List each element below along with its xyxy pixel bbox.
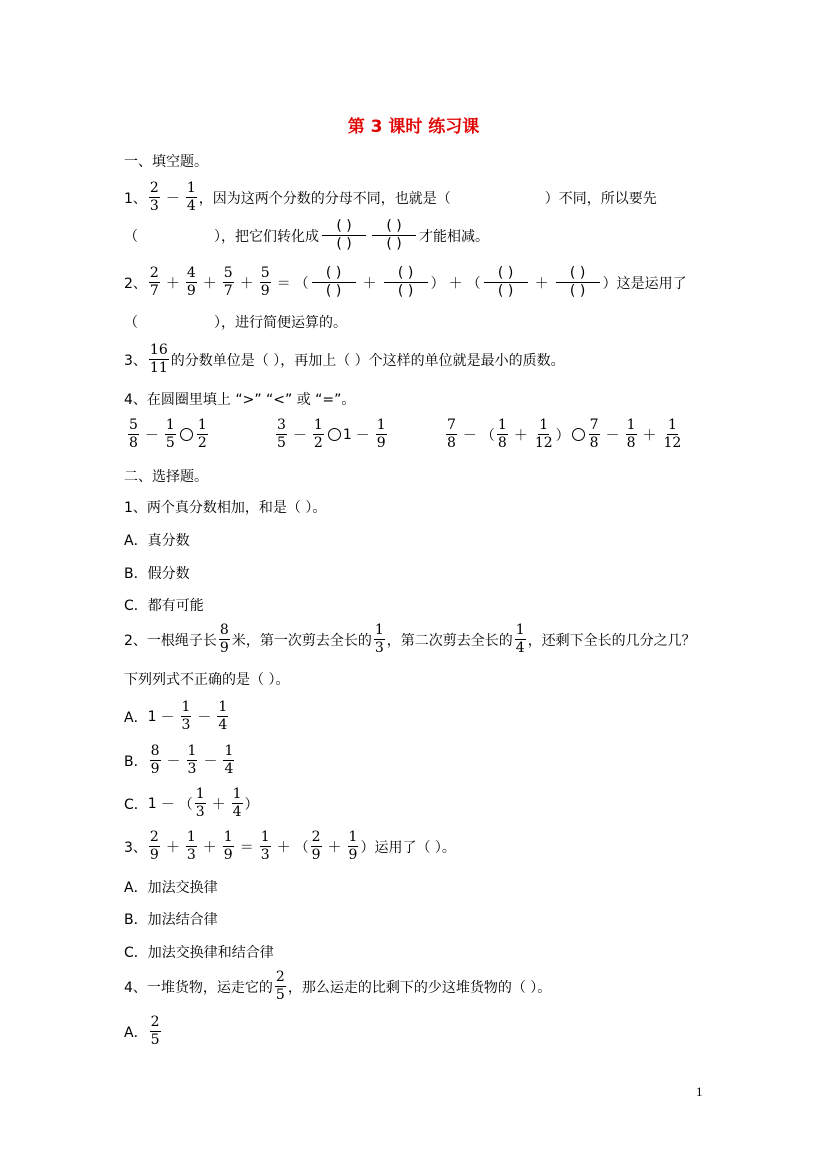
section-2-heading: 二、选择题。 bbox=[124, 469, 208, 485]
q3-text: 的分数单位是（ ），再加上（ ）个这样的单位就是最小的质数。 bbox=[170, 352, 565, 369]
right-paren: ） bbox=[555, 427, 570, 444]
compare-expression-1 bbox=[126, 417, 210, 452]
plus-sign: ＋ bbox=[362, 275, 377, 292]
equals-sign: ＝ bbox=[276, 275, 291, 292]
q2-number: 2、 bbox=[124, 275, 147, 292]
q1-text: ，因为这两个分数的分母不同，也就是（ bbox=[198, 190, 451, 207]
fraction: 7 8 bbox=[447, 417, 456, 451]
number-one: 1 bbox=[147, 708, 157, 725]
plus-sign: ＋ bbox=[448, 275, 463, 292]
fraction: 1 3 bbox=[181, 699, 191, 733]
page-title: 第 3 课时 练习课 bbox=[347, 117, 480, 137]
fraction: 8 9 bbox=[150, 743, 160, 777]
blank-fraction[interactable]: ( ) ( ) bbox=[312, 265, 356, 300]
choice-q3 bbox=[124, 829, 456, 864]
blank-fraction[interactable]: ( ) ( ) bbox=[384, 265, 428, 300]
section-1-heading: 一、填空题。 bbox=[124, 154, 208, 170]
fraction: 1 3 bbox=[187, 743, 197, 777]
choice-q2-line2: 下列列式不正确的是（ ）。 bbox=[124, 672, 290, 688]
plus-sign: ＋ bbox=[642, 427, 657, 444]
right-paren: ） bbox=[244, 796, 259, 813]
q2-text: （ bbox=[124, 315, 138, 331]
plus-sign: ＋ bbox=[165, 839, 180, 856]
choice-q4-option-a[interactable] bbox=[124, 1014, 163, 1049]
fill-q1-line1 bbox=[124, 180, 657, 215]
fraction: 1 3 bbox=[374, 622, 384, 656]
plus-sign: ＋ bbox=[202, 275, 217, 292]
fraction: 5 7 bbox=[223, 265, 233, 299]
plus-sign: ＋ bbox=[211, 796, 226, 813]
choice-q3-option-b[interactable]: B．加法结合律 bbox=[124, 912, 218, 928]
option-label: B． bbox=[124, 753, 148, 770]
plus-sign: ＋ bbox=[276, 839, 291, 856]
fraction: 8 9 bbox=[219, 622, 229, 656]
option-label: C． bbox=[124, 796, 148, 813]
plus-sign: ＋ bbox=[327, 839, 342, 856]
plus-sign: ＋ bbox=[202, 839, 217, 856]
choice-q3-option-c[interactable]: C．加法交换律和结合律 bbox=[124, 945, 274, 961]
compare-circle[interactable] bbox=[180, 428, 193, 441]
choice-q2-option-c[interactable] bbox=[124, 786, 259, 821]
fraction: 1 4 bbox=[515, 622, 525, 656]
fraction: 1 12 bbox=[663, 417, 682, 451]
q3-number: 3、 bbox=[124, 352, 147, 369]
fraction: 5 8 bbox=[129, 417, 138, 451]
left-paren: （ bbox=[294, 839, 309, 856]
choice-q3-option-a[interactable]: A．加法交换律 bbox=[124, 880, 218, 896]
fraction: 4 9 bbox=[186, 265, 196, 299]
q1-text: ），把它们转化成 bbox=[214, 228, 319, 245]
minus-sign: － bbox=[605, 427, 620, 444]
choice-q4 bbox=[124, 969, 551, 1004]
right-paren: ） bbox=[430, 275, 445, 292]
fraction: 1 3 bbox=[195, 786, 205, 820]
fraction: 1 9 bbox=[223, 829, 233, 863]
minus-sign: － bbox=[292, 427, 307, 444]
minus-sign: － bbox=[165, 190, 180, 207]
left-paren: （ bbox=[466, 275, 481, 292]
fill-q2-line1 bbox=[124, 265, 687, 300]
c2-text: ，第二次剪去全长的 bbox=[386, 632, 513, 649]
fill-q4-label: 4、在圆圈里填上 “>” “<” 或 “=”。 bbox=[124, 392, 356, 408]
plus-sign: ＋ bbox=[239, 275, 254, 292]
choice-q2-option-b[interactable] bbox=[124, 743, 236, 778]
c3-text: 运用了（ ）。 bbox=[374, 839, 456, 856]
fraction: 1 5 bbox=[165, 417, 175, 451]
c2-text: 米，第一次剪去全长的 bbox=[231, 632, 372, 649]
fraction: 2 9 bbox=[149, 829, 159, 863]
q1-text: （ bbox=[124, 228, 138, 245]
fraction: 1 3 bbox=[260, 829, 270, 863]
minus-sign: － bbox=[160, 796, 175, 813]
compare-expression-2 bbox=[274, 417, 389, 452]
c4-text: 4、一堆货物，运走它的 bbox=[124, 979, 273, 996]
option-label: A． bbox=[124, 1024, 148, 1041]
fraction: 2 5 bbox=[150, 1014, 160, 1048]
blank-fraction[interactable]: ( ) ( ) bbox=[322, 218, 366, 253]
fraction: 1 8 bbox=[497, 417, 507, 451]
fraction: 1 8 bbox=[626, 417, 636, 451]
fraction: 3 5 bbox=[277, 417, 286, 451]
fraction: 2 5 bbox=[275, 969, 285, 1003]
fraction: 1 4 bbox=[224, 743, 234, 777]
equals-sign: ＝ bbox=[239, 839, 254, 856]
fraction: 1 9 bbox=[348, 829, 358, 863]
choice-q1-option-c[interactable]: C．都有可能 bbox=[124, 598, 204, 614]
c4-text: ，那么运走的比剩下的少这堆货物的（ ）。 bbox=[287, 979, 552, 996]
fraction: 1 4 bbox=[232, 786, 242, 820]
q2-text: ），进行简便运算的。 bbox=[214, 315, 347, 331]
choice-q1-option-b[interactable]: B．假分数 bbox=[124, 566, 190, 582]
plus-sign: ＋ bbox=[165, 275, 180, 292]
q2-text: 这是运用了 bbox=[616, 275, 687, 292]
compare-circle[interactable] bbox=[572, 428, 585, 441]
c2-text: ，还剩下全长的几分之几？ bbox=[527, 632, 696, 649]
number-one: 1 bbox=[147, 795, 157, 812]
q1-number: 1、 bbox=[124, 190, 147, 207]
c3-number: 3、 bbox=[124, 839, 147, 856]
fraction: 2 9 bbox=[311, 829, 321, 863]
left-paren: （ bbox=[294, 275, 309, 292]
fraction: 1 2 bbox=[197, 417, 207, 451]
fraction: 2 3 bbox=[149, 180, 159, 214]
fraction: 1 3 bbox=[186, 829, 196, 863]
plus-sign: ＋ bbox=[534, 275, 549, 292]
left-paren: （ bbox=[480, 427, 495, 444]
number-one: 1 bbox=[342, 426, 352, 443]
minus-sign: － bbox=[144, 427, 159, 444]
plus-sign: ＋ bbox=[513, 427, 528, 444]
c2-text: 2、一根绳子长 bbox=[124, 632, 217, 649]
fraction: 5 9 bbox=[260, 265, 270, 299]
right-paren: ） bbox=[602, 275, 617, 292]
minus-sign: － bbox=[160, 709, 175, 726]
blank-fraction[interactable]: ( ) ( ) bbox=[372, 218, 416, 253]
fraction: 2 7 bbox=[149, 265, 159, 299]
fraction: 1 4 bbox=[186, 180, 196, 214]
fraction: 16 11 bbox=[149, 342, 168, 376]
right-paren: ） bbox=[360, 839, 375, 856]
minus-sign: － bbox=[197, 709, 212, 726]
minus-sign: － bbox=[203, 753, 218, 770]
left-paren: （ bbox=[178, 796, 193, 813]
compare-circle[interactable] bbox=[328, 428, 341, 441]
fraction: 1 4 bbox=[218, 699, 228, 733]
compare-expression-3 bbox=[444, 417, 684, 452]
minus-sign: － bbox=[355, 427, 370, 444]
fraction: 7 8 bbox=[589, 417, 599, 451]
blank-fraction[interactable]: ( ) ( ) bbox=[556, 265, 600, 300]
choice-q2-line1 bbox=[124, 622, 696, 657]
fill-q1-line2 bbox=[124, 218, 489, 253]
minus-sign: － bbox=[462, 427, 477, 444]
fraction: 1 9 bbox=[376, 417, 386, 451]
fill-q2-line2 bbox=[124, 312, 347, 332]
fraction: 1 2 bbox=[313, 417, 323, 451]
fill-q3 bbox=[124, 342, 565, 377]
choice-q2-option-a[interactable] bbox=[124, 699, 230, 734]
option-label: A． bbox=[124, 709, 148, 726]
minus-sign: － bbox=[166, 753, 181, 770]
choice-q1-option-a[interactable]: A．真分数 bbox=[124, 533, 190, 549]
fraction: 1 12 bbox=[534, 417, 553, 451]
blank-fraction[interactable]: ( ) ( ) bbox=[484, 265, 528, 300]
q1-text: ）不同，所以要先 bbox=[544, 190, 657, 207]
page-number: 1 bbox=[696, 1084, 703, 1099]
choice-q1: 1、两个真分数相加，和是（ ）。 bbox=[124, 500, 327, 516]
q1-text: 才能相减。 bbox=[419, 228, 489, 245]
